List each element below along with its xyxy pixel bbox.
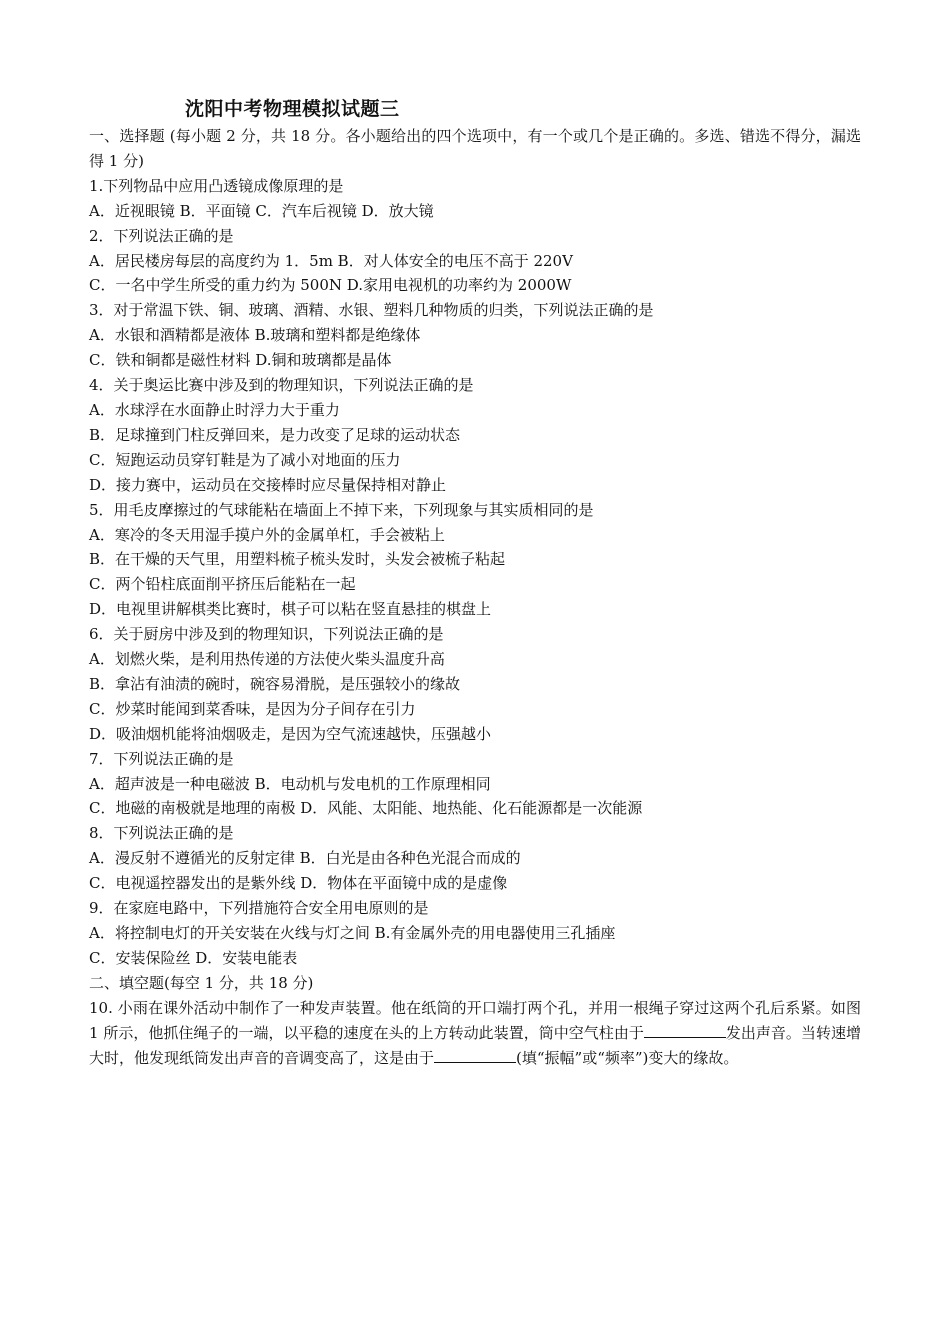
question-line: B．在干燥的天气里，用塑料梳子梳头发时，头发会被梳子粘起	[89, 550, 506, 569]
question-line: C．一名中学生所受的重力约为 500N D.家用电视机的功率约为 2000W	[89, 276, 572, 295]
question-line: C．两个铅柱底面削平挤压后能粘在一起	[89, 575, 356, 594]
answer-blank[interactable]	[434, 1047, 516, 1063]
question-line: C．炒菜时能闻到菜香味，是因为分子间存在引力	[89, 699, 416, 718]
question-line: B．拿沾有油渍的碗时，碗容易滑脱，是压强较小的缘故	[89, 674, 461, 693]
question-line: 9．在家庭电路中，下列措施符合安全用电原则的是	[89, 899, 429, 918]
question-line: A．超声波是一种电磁波 B．电动机与发电机的工作原理相同	[89, 774, 491, 793]
question-line: C．安装保险丝 D．安装电能表	[89, 948, 298, 967]
question-line: D．吸油烟机能将油烟吸走，是因为空气流速越快，压强越小	[89, 724, 492, 743]
question-line: C．短跑运动员穿钉鞋是为了减小对地面的压力	[89, 450, 401, 469]
question-line: C．电视遥控器发出的是紫外线 D．物体在平面镜中成的是虚像	[89, 874, 508, 893]
question-line: 8．下列说法正确的是	[89, 824, 234, 843]
question-line: C．地磁的南极就是地理的南极 D．风能、太阳能、地热能、化石能源都是一次能源	[89, 799, 643, 818]
exam-page	[89, 94, 861, 1070]
question-line: A．居民楼房每层的高度约为 1．5m B．对人体安全的电压不高于 220V	[89, 251, 573, 270]
question-line: A．近视眼镜 B．平面镜 C．汽车后视镜 D．放大镜	[89, 201, 434, 220]
question-line: 6．关于厨房中涉及到的物理知识，下列说法正确的是	[89, 625, 444, 644]
question-line: A．将控制电灯的开关安装在火线与灯之间 B.有金属外壳的用电器使用三孔插座	[89, 924, 616, 942]
question-line: 7．下列说法正确的是	[89, 749, 234, 768]
q10-text-part3: (填“振幅”或“频率”)变大的缘故。	[516, 1048, 739, 1067]
q10-text-part2: 发出声音。当转速增大时，他发现纸筒发出声音的音调变高了，这是由于	[89, 1023, 861, 1067]
question-line: 2．下列说法正确的是	[89, 226, 234, 245]
question-line: A．寒冷的冬天用湿手摸户外的金属单杠，手会被粘上	[89, 525, 445, 544]
q10-text-part1: 10. 小雨在课外活动中制作了一种发声装置。他在纸筒的开口端打两个孔，并用一根绳子穿过这两个孔后系紧。如图 1 所示，他抓住绳子的一端，以平稳的速度在头的上方转动此装置，筒中空气柱由于	[89, 998, 861, 1042]
question-line: C．铁和铜都是磁性材料 D.铜和玻璃都是晶体	[89, 351, 392, 370]
question-line: A．水球浮在水面静止时浮力大于重力	[89, 400, 340, 419]
question-line: D．接力赛中，运动员在交接棒时应尽量保持相对静止	[89, 475, 447, 494]
page-title: 沈阳中考物理模拟试题三	[185, 98, 400, 120]
question-line: 4．关于奥运比赛中涉及到的物理知识，下列说法正确的是	[89, 376, 474, 395]
answer-blank[interactable]	[644, 1022, 726, 1038]
question-line: D．电视里讲解棋类比赛时，棋子可以粘在竖直悬挂的棋盘上	[89, 600, 492, 619]
question-line: A．漫反射不遵循光的反射定律 B．白光是由各种色光混合而成的	[89, 849, 521, 868]
question-list	[89, 174, 861, 996]
question-line: B．足球撞到门柱反弹回来，是力改变了足球的运动状态	[89, 425, 461, 444]
question-line: 3．对于常温下铁、铜、玻璃、酒精、水银、塑料几种物质的归类，下列说法正确的是	[89, 301, 654, 320]
section-heading-choice: 一、选择题 (每小题 2 分，共 18 分。各小题给出的四个选项中，有一个或几个是正确的。多选、错选不得分，漏选得 1 分)	[89, 127, 861, 170]
question-line: 1.下列物品中应用凸透镜成像原理的是	[89, 176, 344, 195]
question-line: A．划燃火柴，是利用热传递的方法使火柴头温度升高	[89, 650, 445, 669]
question-10	[89, 996, 861, 1071]
question-line: A．水银和酒精都是液体 B.玻璃和塑料都是绝缘体	[89, 326, 421, 345]
question-line: 二、填空题(每空 1 分，共 18 分)	[89, 973, 314, 992]
question-line: 5．用毛皮摩擦过的气球能粘在墙面上不掉下来，下列现象与其实质相同的是	[89, 500, 594, 519]
